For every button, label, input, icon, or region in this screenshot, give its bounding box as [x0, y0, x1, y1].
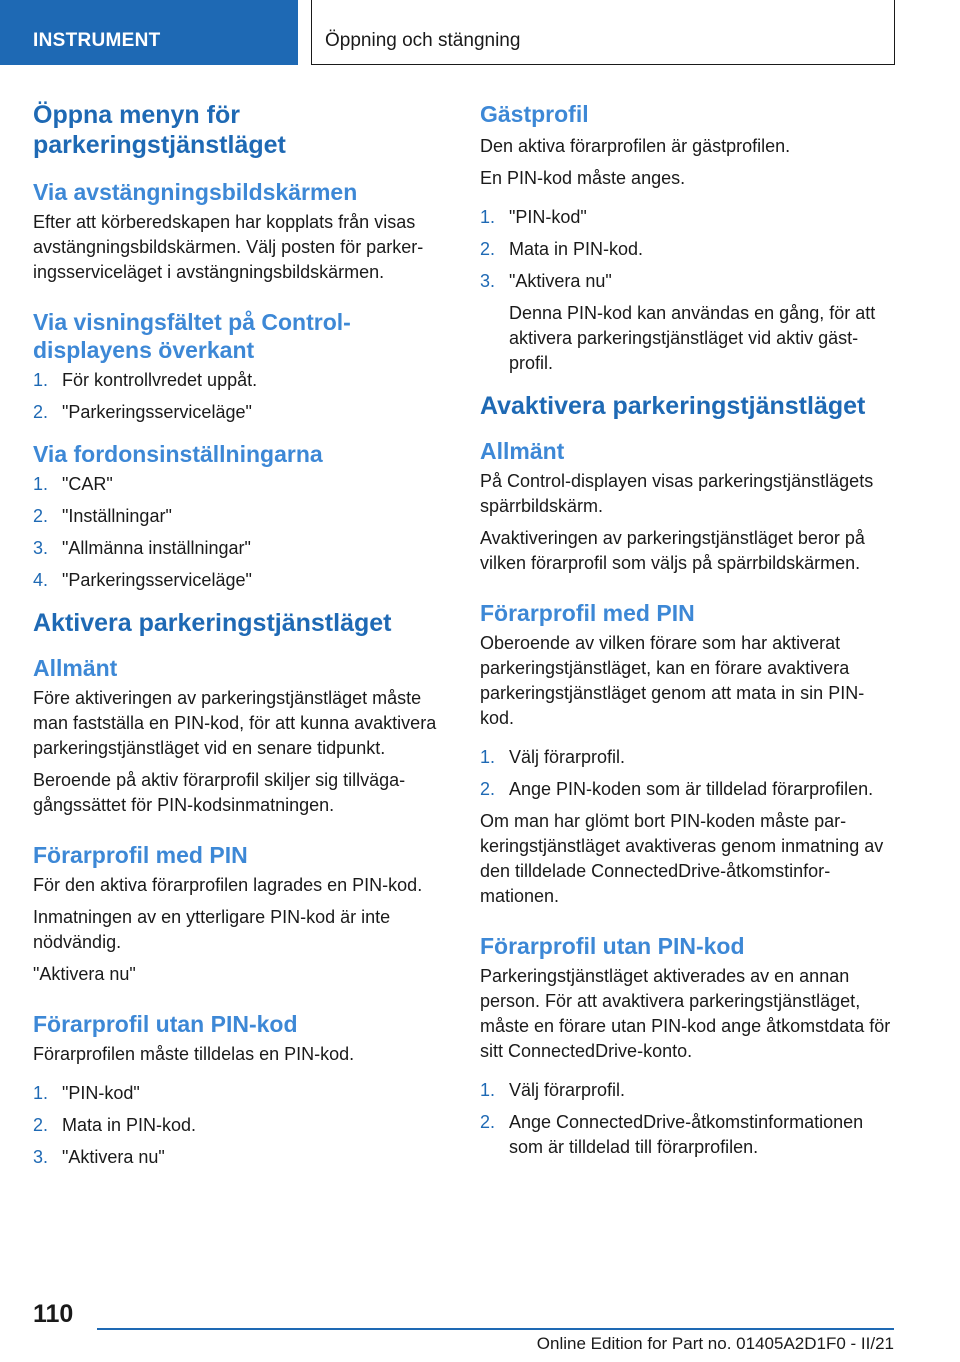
footer-edition: Online Edition for Part no. 01405A2D1F0 - II/21: [536, 1334, 894, 1353]
subheading-driver-profile-without-pin: Förarprofil utan PIN-kod: [480, 933, 745, 959]
heading-open-menu: Öppna menyn för parkeringstjänstläget: [33, 101, 286, 159]
list-number: 2.: [33, 506, 49, 526]
list-item-text: "Allmänna inställningar": [62, 538, 251, 558]
list-item-text: Mata in PIN-kod.: [62, 1115, 197, 1135]
list-number: 3.: [480, 271, 496, 291]
list-number: 2.: [33, 402, 49, 422]
paragraph: Den aktiva förarprofilen är gästprofilen.: [480, 136, 791, 156]
list-item: [33, 568, 445, 593]
list-item: [33, 472, 445, 497]
paragraph: Oberoende av vilken förare som har aktiverat parkeringstjänstläget, kan en förare avaktivera parkeringstjänstläget genom att mata in sin PIN-kod.: [480, 633, 865, 728]
subheading-via-vehicle-settings: Via fordonsinställningarna: [33, 441, 323, 467]
subheading-driver-profile-with-pin: Förarprofil med PIN: [33, 842, 248, 868]
paragraph: Förarprofilen måste tilldelas en PIN-kod.: [33, 1044, 355, 1064]
paragraph: Avaktiveringen av parkeringstjänstläget beror på vilken förarprofil som väljs på spärrbildskärmen.: [480, 528, 865, 573]
list-item: [33, 368, 445, 393]
heading-deactivate: Avaktivera parkeringstjänstläget: [480, 392, 866, 420]
list-item-text: "Aktivera nu": [509, 271, 612, 291]
paragraph: På Control-displayen visas parkeringstjänstlägets spärrbildskärm.: [480, 471, 874, 516]
list-item-text: Välj förarprofil.: [509, 747, 626, 767]
steps-list: [33, 1081, 445, 1170]
list-item-text: "CAR": [62, 474, 113, 494]
paragraph: En PIN-kod måste anges.: [480, 168, 686, 188]
list-number: 4.: [33, 570, 49, 590]
footer-divider: [97, 1328, 894, 1330]
list-item-text: Mata in PIN-kod.: [509, 239, 644, 259]
steps-list: [480, 205, 896, 376]
list-number: 1.: [480, 207, 496, 227]
paragraph: För den aktiva förarprofilen lagrades en PIN-kod.: [33, 875, 423, 895]
list-item: [480, 1078, 896, 1103]
steps-list: [480, 745, 896, 802]
header-chapter-tab: [311, 0, 895, 65]
paragraph: Beroende på aktiv förarprofil skiljer sig tillvägagångssättet för PIN-kodsinmatningen.: [33, 770, 406, 815]
list-item-text: "Inställningar": [62, 506, 172, 526]
list-number: 2.: [480, 1112, 496, 1132]
steps-list: [480, 1078, 896, 1160]
subheading-via-shutdown-screen: Via avstängningsbildskärmen: [33, 179, 358, 205]
list-item: [33, 1113, 445, 1138]
left-column: [33, 100, 445, 1177]
steps-list: [33, 368, 445, 425]
list-number: 1.: [33, 1083, 49, 1103]
paragraph: Om man har glömt bort PIN-koden måste parkeringstjänstläget avaktiveras genom inmatning av den tilldelade ConnectedDrive-åtkomstinformationen.: [480, 811, 884, 906]
heading-activate: Aktivera parkeringstjänstläget: [33, 609, 392, 637]
header-chapter-label: Öppning och stängning: [325, 30, 521, 51]
list-item: [480, 777, 896, 802]
list-item-note: Denna PIN-kod kan användas en gång, för att aktivera parkeringstjänstläget vid aktiv gästprofil.: [509, 303, 876, 373]
list-item-text: "PIN-kod": [509, 207, 587, 227]
paragraph: Efter att körberedskapen har kopplats från visas avstängningsbildskärmen. Välj posten för parkeringsserviceläget i avstängningsbildskärmen.: [33, 212, 424, 282]
subheading-driver-profile-with-pin: Förarprofil med PIN: [480, 600, 695, 626]
list-item: [33, 536, 445, 561]
list-number: 2.: [480, 779, 496, 799]
paragraph: Inmatningen av en ytterligare PIN-kod är inte nödvändig.: [33, 907, 391, 952]
paragraph: "Aktivera nu": [33, 964, 136, 984]
list-item: [480, 237, 896, 262]
list-number: 1.: [480, 1080, 496, 1100]
subheading-general: Allmänt: [480, 438, 565, 464]
page-number: 110: [33, 1300, 74, 1328]
list-item-text: Ange ConnectedDrive-åtkomstinformationen som är tilldelad till förarprofilen.: [509, 1112, 864, 1157]
list-item: [480, 745, 896, 770]
list-number: 2.: [480, 239, 496, 259]
list-item: [33, 1081, 445, 1106]
list-item: [33, 1145, 445, 1170]
subheading-guest-profile: Gästprofil: [480, 101, 589, 127]
list-item-text: "PIN-kod": [62, 1083, 140, 1103]
list-item: [480, 205, 896, 230]
list-item: [480, 1110, 896, 1160]
subheading-via-display-top: Via visningsfältet på Control-displayens överkant: [33, 309, 351, 363]
list-item-text: Välj förarprofil.: [509, 1080, 626, 1100]
list-number: 3.: [33, 1147, 49, 1167]
right-column: [480, 100, 896, 1167]
list-item-text: För kontrollvredet uppåt.: [62, 370, 258, 390]
list-item: [33, 504, 445, 529]
paragraph: Före aktiveringen av parkeringstjänstläget måste man fastställa en PIN-kod, för att kunna avaktivera parkeringstjänstläget vid en senare tidpunkt.: [33, 688, 437, 758]
list-item: [33, 400, 445, 425]
list-number: 3.: [33, 538, 49, 558]
list-item-text: "Parkeringsserviceläge": [62, 570, 252, 590]
list-item-text: Ange PIN-koden som är tilldelad förarprofilen.: [509, 779, 874, 799]
list-number: 2.: [33, 1115, 49, 1135]
list-number: 1.: [33, 474, 49, 494]
list-number: 1.: [480, 747, 496, 767]
header-section-label: INSTRUMENT: [33, 30, 161, 51]
list-number: 1.: [33, 370, 49, 390]
steps-list: [33, 472, 445, 593]
paragraph: Parkeringstjänstläget aktiverades av en annan person. För att avaktivera parkeringstjänstläget, måste en förare utan PIN-kod ange åtkomstdata för sitt ConnectedDrive-konto.: [480, 966, 891, 1061]
list-item-text: "Aktivera nu": [62, 1147, 165, 1167]
header-section-tab: [0, 0, 298, 65]
subheading-general: Allmänt: [33, 655, 118, 681]
list-item: [480, 269, 896, 376]
subheading-driver-profile-without-pin: Förarprofil utan PIN-kod: [33, 1011, 298, 1037]
list-item-text: "Parkeringsserviceläge": [62, 402, 252, 422]
